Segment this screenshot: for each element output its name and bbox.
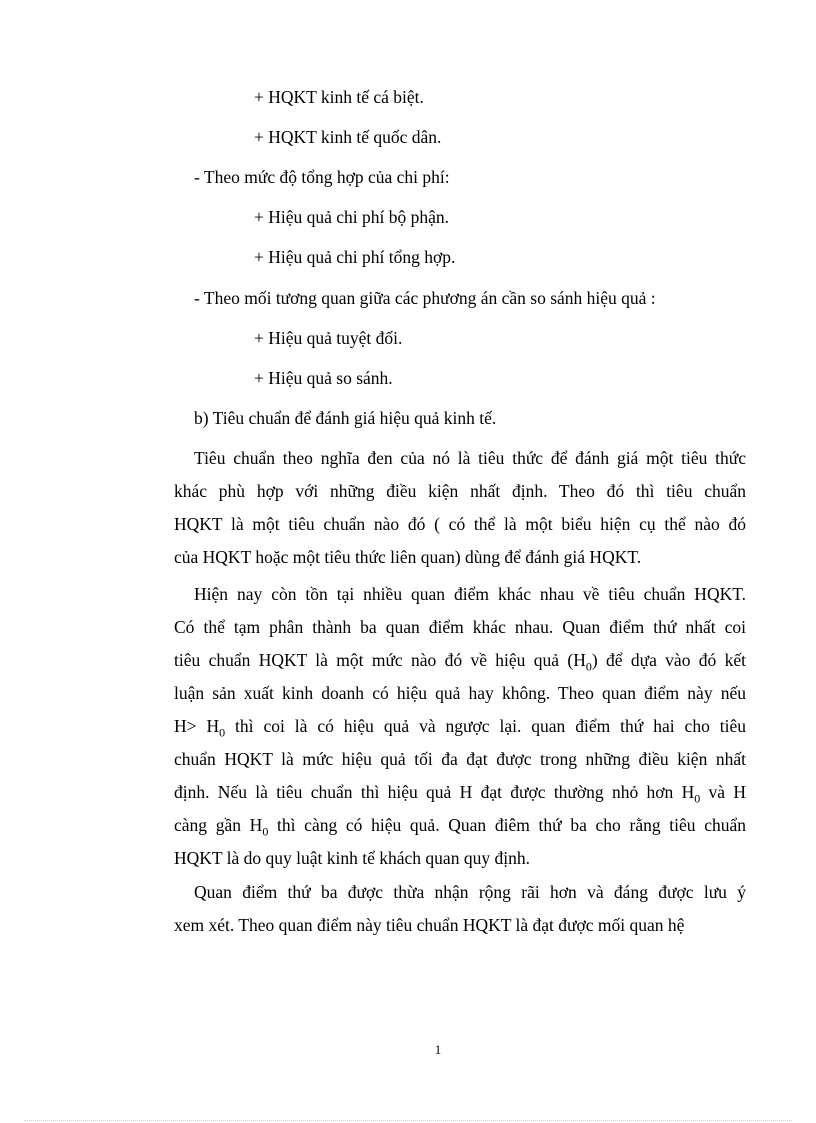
bullet-hqkt-ca-biet: + HQKT kinh tế cá biệt. — [254, 87, 424, 107]
page-bottom-divider — [24, 1120, 792, 1121]
paragraph-line: Quan điểm thứ ba được thừa nhận rộng rãi hơn và đáng được lưu ý — [194, 882, 746, 902]
paragraph-line: khác phù hợp với những điều kiện nhất định. Theo đó thì tiêu chuẩn — [174, 481, 746, 501]
paragraph-line: tiêu chuẩn HQKT là một mức nào đó về hiệu quả $(H_0)$ để dựa vào đó kết — [174, 650, 746, 674]
paragraph-quan-diem-thu-ba — [174, 876, 746, 942]
paragraph-line: HQKT là một tiêu chuẩn nào đó ( có thể là một biểu hiện cụ thể nào đó — [174, 514, 746, 534]
paragraph-line: định. Nếu là tiêu chuẩn thì hiệu quả H đạt được thường nhỏ hơn $H_0$ và H — [174, 782, 747, 806]
paragraph-line: luận sản xuất kinh doanh có hiệu quả hay không. Theo quan điểm này nếu — [174, 683, 746, 703]
bullet-hieu-qua-so-sanh: + Hiệu quả so sánh. — [254, 368, 393, 388]
paragraph-line: càng gần $H_0$ thì càng có hiệu quả. Quan điêm thứ ba cho rằng tiêu chuẩn — [174, 815, 746, 839]
subscript-zero: 0 — [585, 659, 592, 674]
paragraph-line: của HQKT hoặc một tiêu thức liên quan) dùng để đánh giá HQKT. — [174, 547, 642, 567]
paragraph-line: HQKT là do quy luật kinh tế khách quan quy định. — [174, 848, 530, 868]
paragraph-line: xem xét. Theo quan điểm này tiêu chuẩn HQKT là đạt được mối quan hệ — [174, 915, 685, 935]
paragraph-line: $H> H_0$ thì coi là có hiệu quả và ngược lại. quan điểm thứ hai cho tiêu — [174, 716, 746, 740]
paragraph-tieu-chuan — [174, 442, 746, 574]
paragraph-line: Có thể tạm phân thành ba quan điểm khác nhau. Quan điểm thứ nhất coi — [174, 617, 746, 637]
paragraph-quan-diem — [174, 578, 746, 875]
paragraph-line: Hiện nay còn tồn tại nhiều quan điểm khác nhau về tiêu chuẩn HQKT. — [194, 584, 746, 604]
bullet-hieu-qua-tuyet-doi: + Hiệu quả tuyệt đối. — [254, 328, 403, 348]
subscript-zero: 0 — [262, 824, 269, 839]
subscript-zero: 0 — [694, 791, 701, 806]
page-number: 1 — [434, 1042, 442, 1057]
paragraph-line: Tiêu chuẩn theo nghĩa đen của nó là tiêu thức để đánh giá một tiêu thức — [194, 448, 746, 468]
dash-muc-do-tong-hop: - Theo mức độ tổng hợp của chi phí: — [194, 167, 450, 187]
bullet-chi-phi-tong-hop: + Hiệu quả chi phí tổng hợp. — [254, 247, 456, 267]
dash-moi-tuong-quan: - Theo mối tương quan giữa các phương án cần so sánh hiệu quả : — [194, 288, 656, 308]
subscript-zero: 0 — [219, 725, 226, 740]
bullet-chi-phi-bo-phan: + Hiệu quả chi phí bộ phận. — [254, 207, 450, 227]
bullet-hqkt-quoc-dan: + HQKT kinh tế quốc dân. — [254, 127, 442, 147]
section-heading-tieu-chuan: b) Tiêu chuẩn để đánh giá hiệu quả kinh tế. — [194, 408, 497, 428]
paragraph-line: chuẩn HQKT là mức hiệu quả tối đa đạt được trong những điều kiện nhất — [174, 749, 746, 769]
